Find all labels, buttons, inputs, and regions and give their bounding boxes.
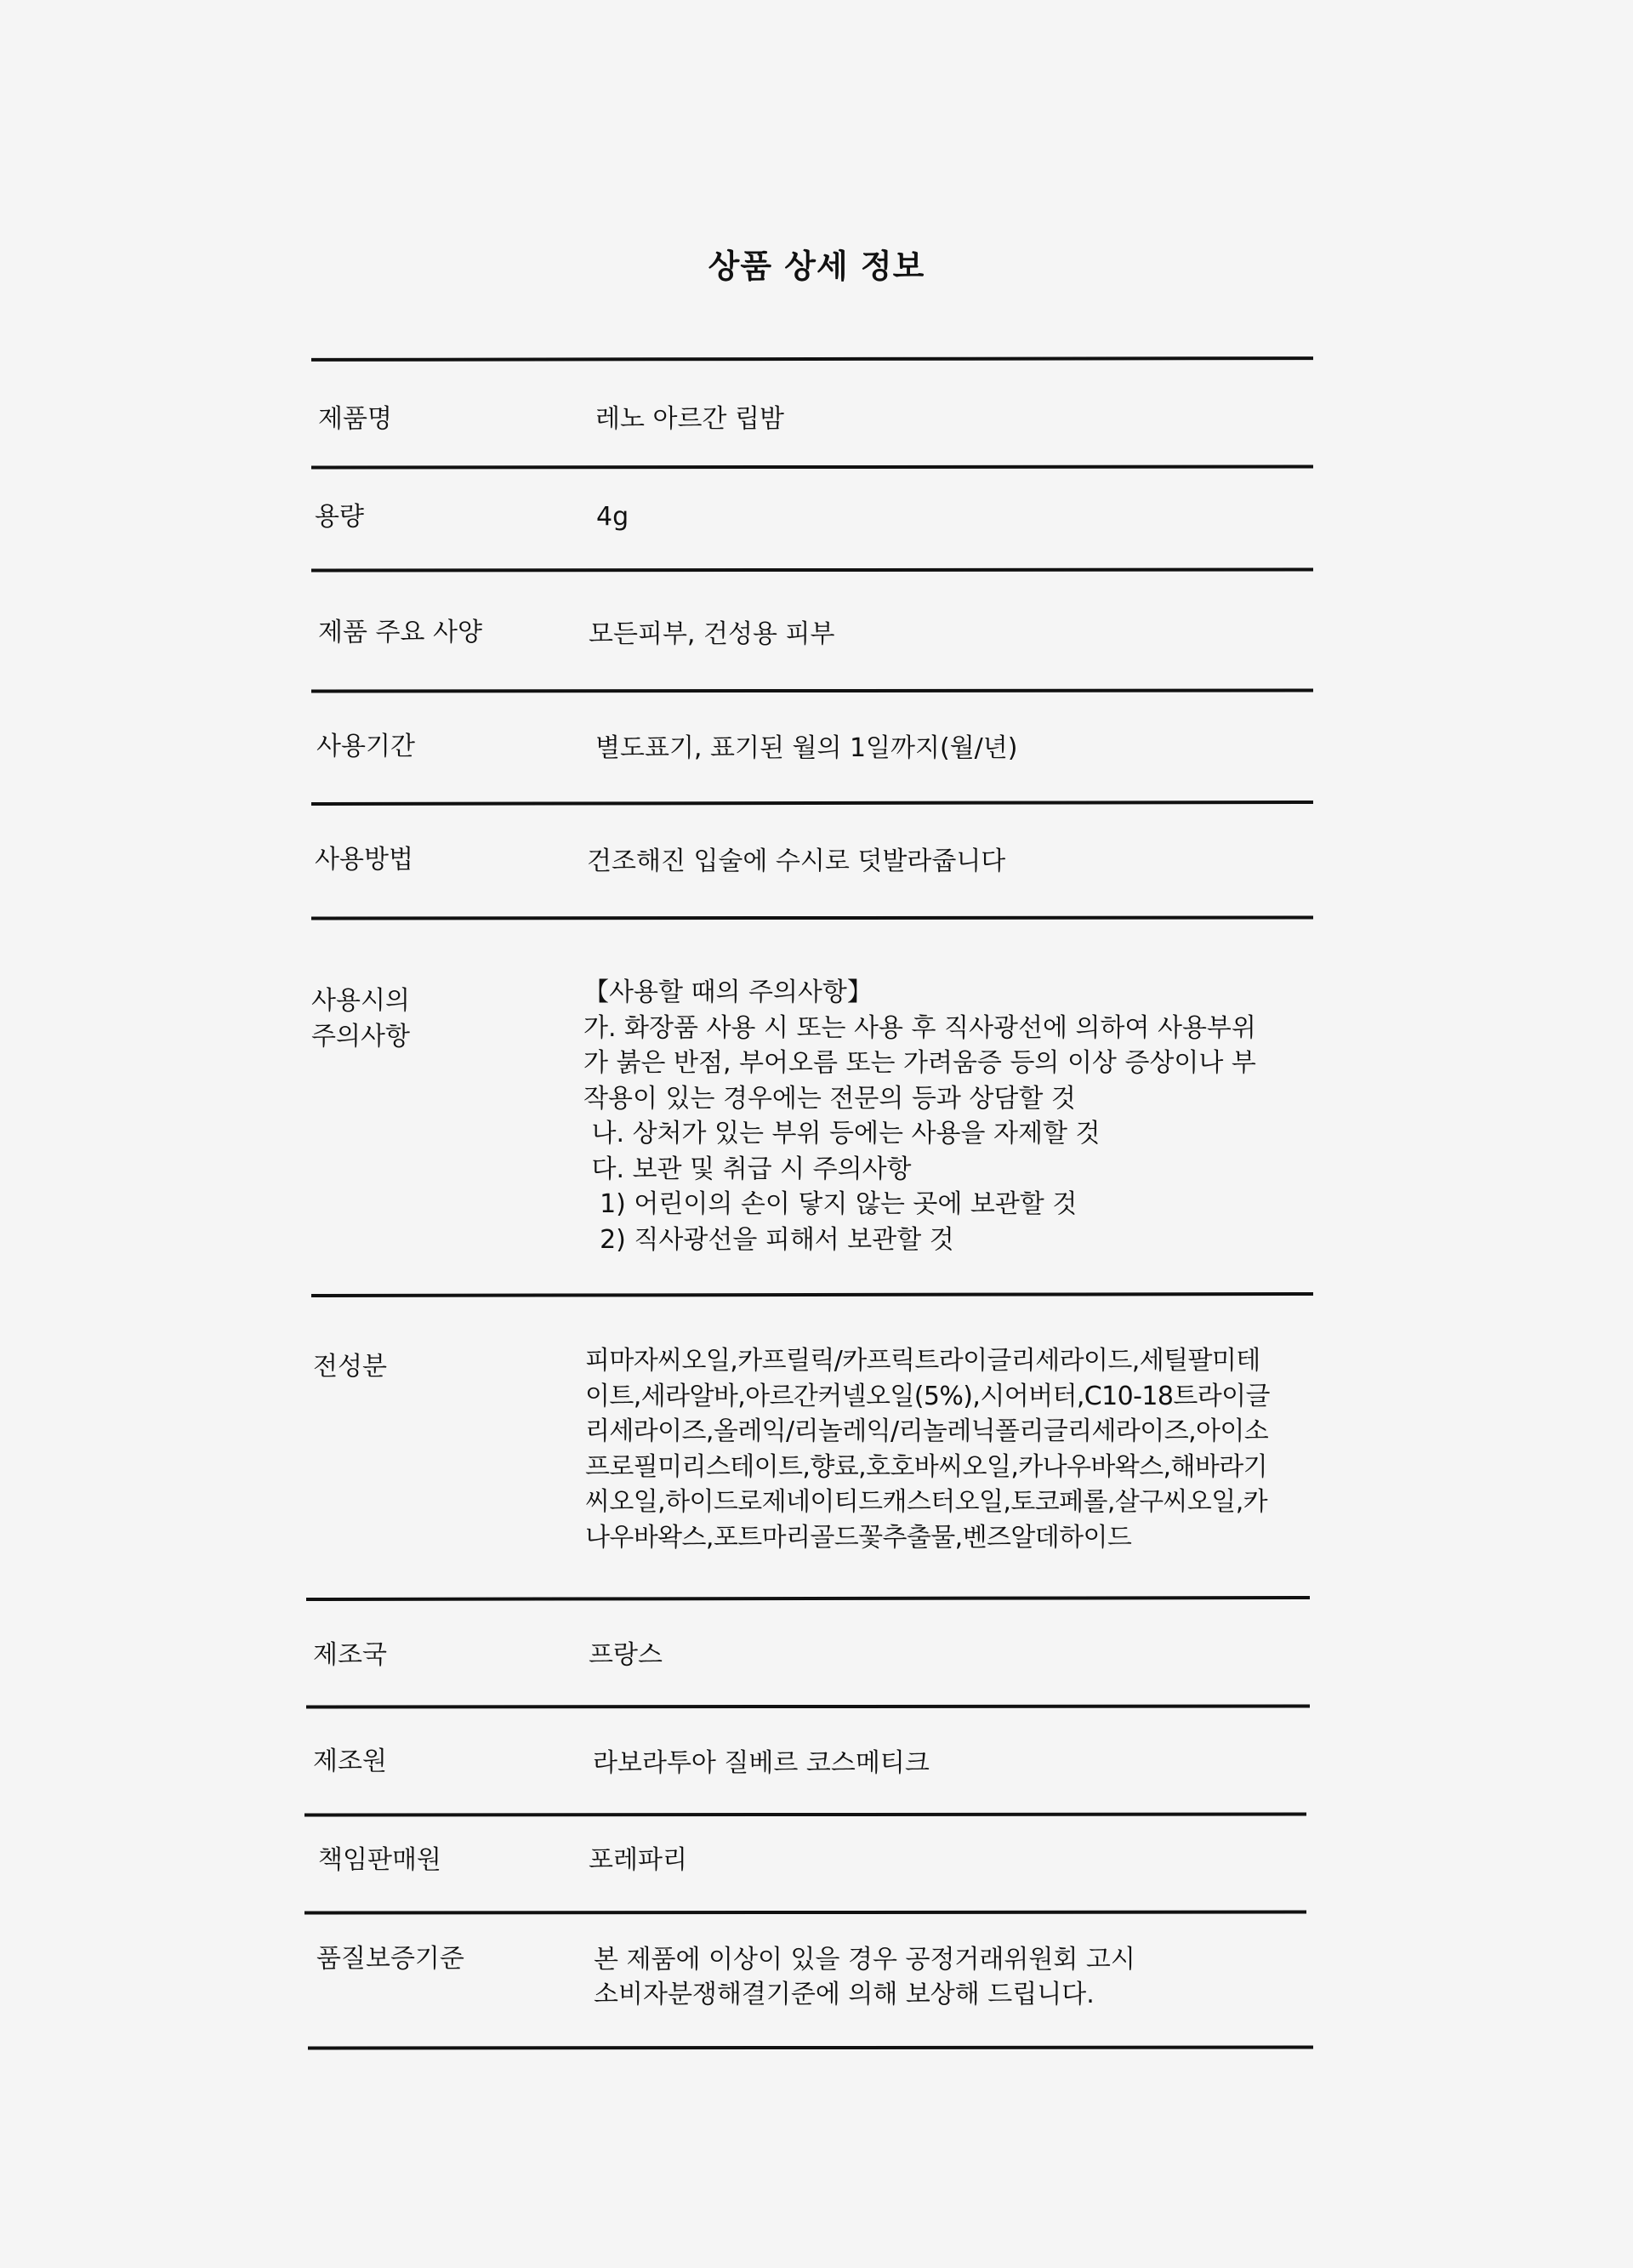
row-value-precautions: 【사용할 때의 주의사항】 가. 화장품 사용 시 또는 사용 후 직사광선에 의하여 사용부위 가 붉은 반점, 부어오름 또는 가려움증 등의 이상 증상이나 부 작용이 있는 경우에는 전문의 등과 상담할 것 나. 상처가 있는 부위 등에는 사용을 자제할 것 다. 보관 및 취급 시 주의사항 1) 어린이의 손이 닿지 않는 곳에 보관할 것 2) 직사광선을 피해서 보관할 것 (583, 977, 1256, 1255)
row-label-precautions: 사용시의 주의사항 (311, 986, 410, 1051)
row-divider (311, 1292, 1313, 1297)
row-value-usage-period: 별도표기, 표기된 월의 1일까지(월/년) (595, 733, 1018, 763)
row-value-country: 프랑스 (589, 1640, 663, 1670)
row-label-specs: 제품 주요 사양 (318, 618, 482, 647)
row-label-quality-guarantee: 품질보증기준 (316, 1944, 464, 1974)
row-label-manufacturer: 제조원 (313, 1747, 387, 1776)
row-label-directions: 사용방법 (315, 845, 413, 875)
row-value-product-name: 레노 아르간 립밤 (595, 404, 784, 434)
row-label-ingredients: 전성분 (313, 1352, 387, 1382)
row-divider (304, 1910, 1306, 1914)
row-divider (311, 801, 1313, 806)
row-value-directions: 건조해진 입술에 수시로 덧발라줍니다 (587, 846, 1006, 876)
row-value-ingredients: 피마자씨오일,카프릴릭/카프릭트라이글리세라이드,세틸팔미테 이트,세라알바,아르간커넬오일(5%),시어버터,C10-18트라이글 리세라이즈,올레익/리놀레익/리놀레닉폴리글리세라이즈,아이소 프로필미리스테이트,향료,호호바씨오일,카나우바왁스,해바라기 씨오일,하이드로제네이티드캐스터오일,토코페롤,살구씨오일,카 나우바왁스,포트마리골드꽃추출물,벤즈알데하이드 (585, 1346, 1270, 1553)
table-top-rule (311, 356, 1313, 362)
row-divider (304, 1812, 1306, 1816)
row-divider (311, 915, 1313, 920)
row-value-quality-guarantee: 본 제품에 이상이 있을 경우 공정거래위원회 고시 소비자분쟁해결기준에 의해 보상해 드립니다. (594, 1945, 1135, 2009)
page-title: 상품 상세 정보 (708, 248, 925, 285)
row-divider (311, 464, 1313, 469)
row-divider (311, 567, 1313, 572)
row-label-distributor: 책임판매원 (318, 1845, 441, 1875)
row-divider (306, 1704, 1310, 1708)
row-value-specs: 모든피부, 건성용 피부 (589, 619, 835, 649)
row-label-usage-period: 사용기간 (316, 732, 415, 761)
row-label-product-name: 제품명 (318, 404, 392, 434)
row-value-distributor: 포레파리 (589, 1845, 687, 1875)
row-value-volume: 4g (596, 502, 629, 532)
row-label-country: 제조국 (313, 1640, 387, 1670)
row-divider (306, 1596, 1310, 1601)
row-value-manufacturer: 라보라투아 질베르 코스메티크 (593, 1748, 930, 1778)
table-bottom-rule (308, 2045, 1313, 2049)
row-divider (311, 688, 1313, 692)
row-label-volume: 용량 (315, 502, 364, 532)
